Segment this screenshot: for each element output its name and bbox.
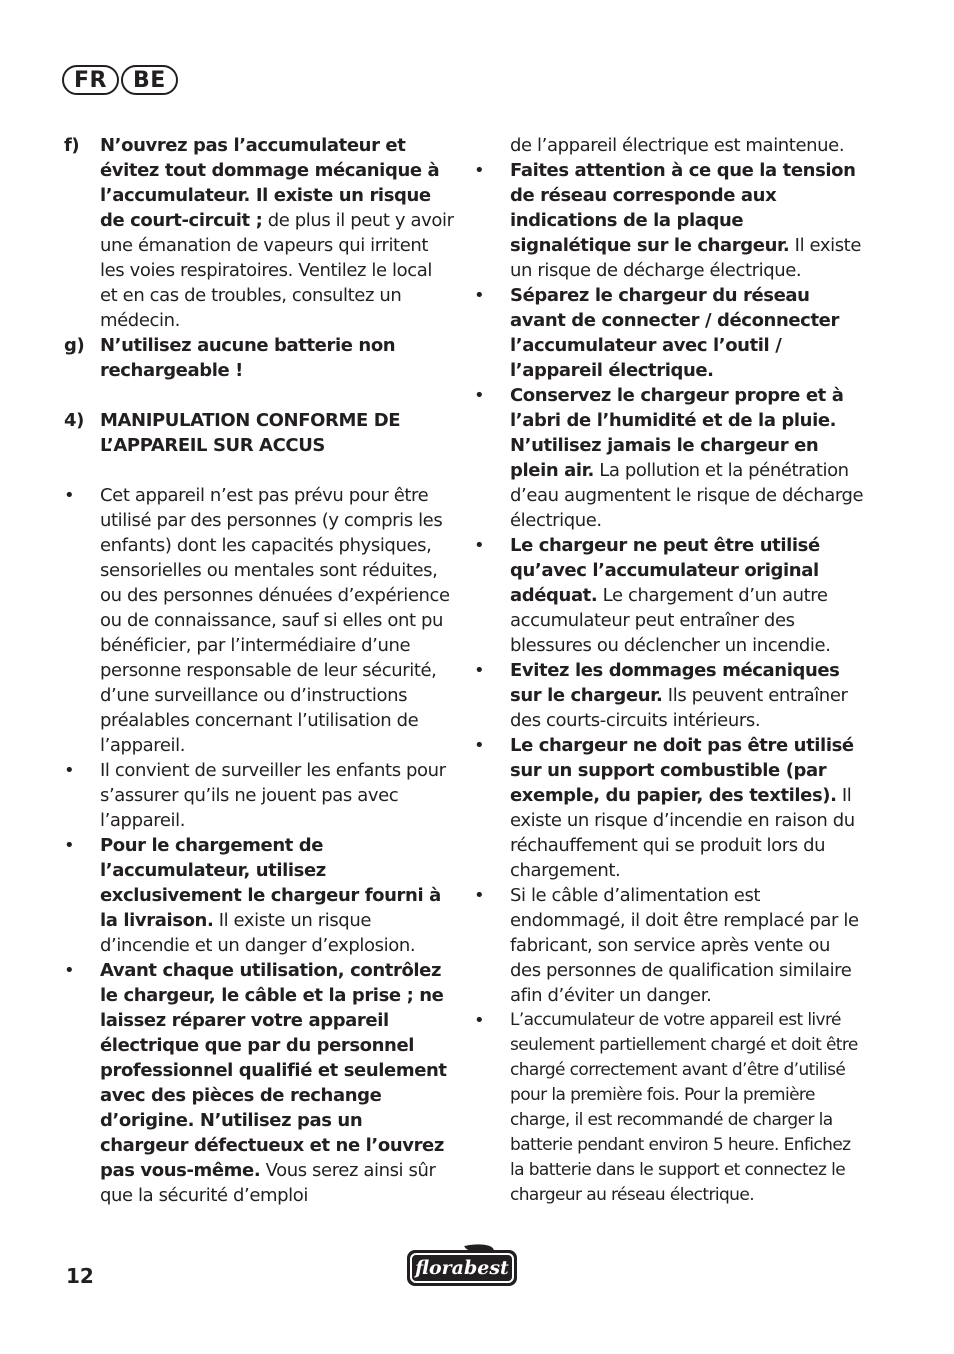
list-item [64,833,454,958]
bullet-text: La pollution et la pénétration d’eau augmentent le risque de décharge électrique. [510,460,864,531]
bullet-bold-text: Evitez les dommages mécaniques sur le chargeur. [510,660,840,706]
bullet-text: Il existe un risque d’incendie et un danger d’explosion. [100,910,416,956]
page-number: 12 [66,1264,94,1288]
left-column [64,133,454,1208]
bullet-icon: • [64,485,75,506]
bullet-bold-text: Le chargeur ne doit pas être utilisé sur un support combustible (par exemple, du papier, des textiles). [510,735,854,806]
bullet-icon: • [474,160,485,181]
bullet-icon: • [64,760,75,781]
list-item [474,658,864,733]
language-badge-be: BE [121,65,178,95]
bullet-text: Il convient de surveiller les enfants pour s’assurer qu’ils ne jouent pas avec l’appareil. [100,760,446,831]
list-item [64,483,454,758]
language-badges [62,65,178,95]
item-f-marker: f) [64,135,80,156]
list-item [64,958,454,1208]
bullet-bold-text: Faites attention à ce que la tension de réseau corresponde aux indications de la plaque signalétique sur le chargeur. [510,160,856,256]
bullet-text: Il existe un risque de décharge électrique. [510,235,862,281]
bullet-text: Cet appareil n’est pas prévu pour être utilisé par des personnes (y compris les enfants) dont les capacités physiques, sensorielles ou mentales sont réduites, ou des personnes dénuées d’expérience ou de connaissance, sauf si elles ont pu bénéficier, par l’intermédiaire d’une personne responsable de leur sécurité, d’une surveillance ou d’instructions préalables concernant l’utilisation de l’appareil. [100,485,450,756]
bullet-text: Ils peuvent entraîner des courts-circuits intérieurs. [510,685,848,731]
continuation-text [474,133,864,158]
bullet-icon: • [474,1010,485,1031]
bullet-icon: • [474,535,485,556]
list-item [474,533,864,658]
bullet-bold-text: Le chargeur ne peut être utilisé qu’avec l’accumulateur original adéquat. [510,535,820,606]
bullet-bold-text: Séparez le chargeur du réseau avant de connecter / déconnecter l’accumulateur avec l’outil / l’appareil électrique. [510,285,839,381]
bullet-icon: • [474,660,485,681]
bullet-icon: • [474,735,485,756]
bullet-icon: • [64,960,75,981]
list-item [474,383,864,533]
bullet-text: Il existe un risque d’incendie en raison du réchauffement qui se produit lors du chargement. [510,785,855,881]
section-4-title: MANIPULATION CONFORME DE L’APPAREIL SUR ACCUS [100,410,401,456]
bullet-bold-text: Conservez le chargeur propre et à l’abri de l’humidité et de la pluie. N’utilisez jamais le chargeur en plein air. [510,385,844,481]
item-g-marker: g) [64,335,85,356]
bullet-icon: • [474,385,485,406]
item-f-bold-text: N’ouvrez pas l’accumulateur et évitez tout dommage mécanique à l’accumulateur. Il existe un risque de court-circuit ; [100,135,440,231]
list-item [474,158,864,283]
bullet-text: L’accumulateur de votre appareil est livré seulement partiellement chargé et doit être chargé correctement avant d’être d’utilisé pour la première fois. Pour la première charge, il est recommandé de charger la batterie pendant environ 5 heure. Enfichez la batterie dans le support et connectez le chargeur au réseau électrique. [510,1010,858,1205]
list-item [474,733,864,883]
bullet-icon: • [474,285,485,306]
bullet-text: Le chargement d’un autre accumulateur peut entraîner des blessures ou déclencher un incendie. [510,585,831,656]
continuation-line: de l’appareil électrique est maintenue. [510,135,845,156]
bullet-text: Si le câble d’alimentation est endommagé, il doit être remplacé par le fabricant, son service après vente ou des personnes de qualification similaire afin d’éviter un danger. [510,885,859,1006]
bullet-icon: • [64,835,75,856]
item-g-bold-text: N’utilisez aucune batterie non rechargeable ! [100,335,396,381]
brand-logo [407,1250,517,1286]
list-item [474,1008,864,1208]
right-column [474,133,864,1208]
item-f-text: de plus il peut y avoir une émanation de vapeurs qui irritent les voies respiratoires. Ventilez le local et en cas de troubles, consultez un médecin. [100,210,454,331]
language-badge-fr: FR [62,65,119,95]
bullet-icon: • [474,885,485,906]
bullet-bold-text: Avant chaque utilisation, contrôlez le chargeur, le câble et la prise ; ne laissez réparer votre appareil électrique que par du personnel professionnel qualifié et seulement avec des pièces de rechange d’origine. N’utilisez pas un chargeur défectueux et ne l’ouvrez pas vous-même. [100,960,447,1181]
list-item [474,883,864,1008]
section-4-heading [64,408,454,458]
bullet-text: Vous serez ainsi sûr que la sécurité d’emploi [100,1160,436,1206]
item-f [64,133,454,333]
list-item [64,758,454,833]
list-item [474,283,864,383]
bullet-bold-text: Pour le chargement de l’accumulateur, utilisez exclusivement le chargeur fourni à la livraison. [100,835,441,931]
brand-logo-text: florabest [410,1253,514,1283]
item-g [64,333,454,383]
section-4-marker: 4) [64,410,84,431]
